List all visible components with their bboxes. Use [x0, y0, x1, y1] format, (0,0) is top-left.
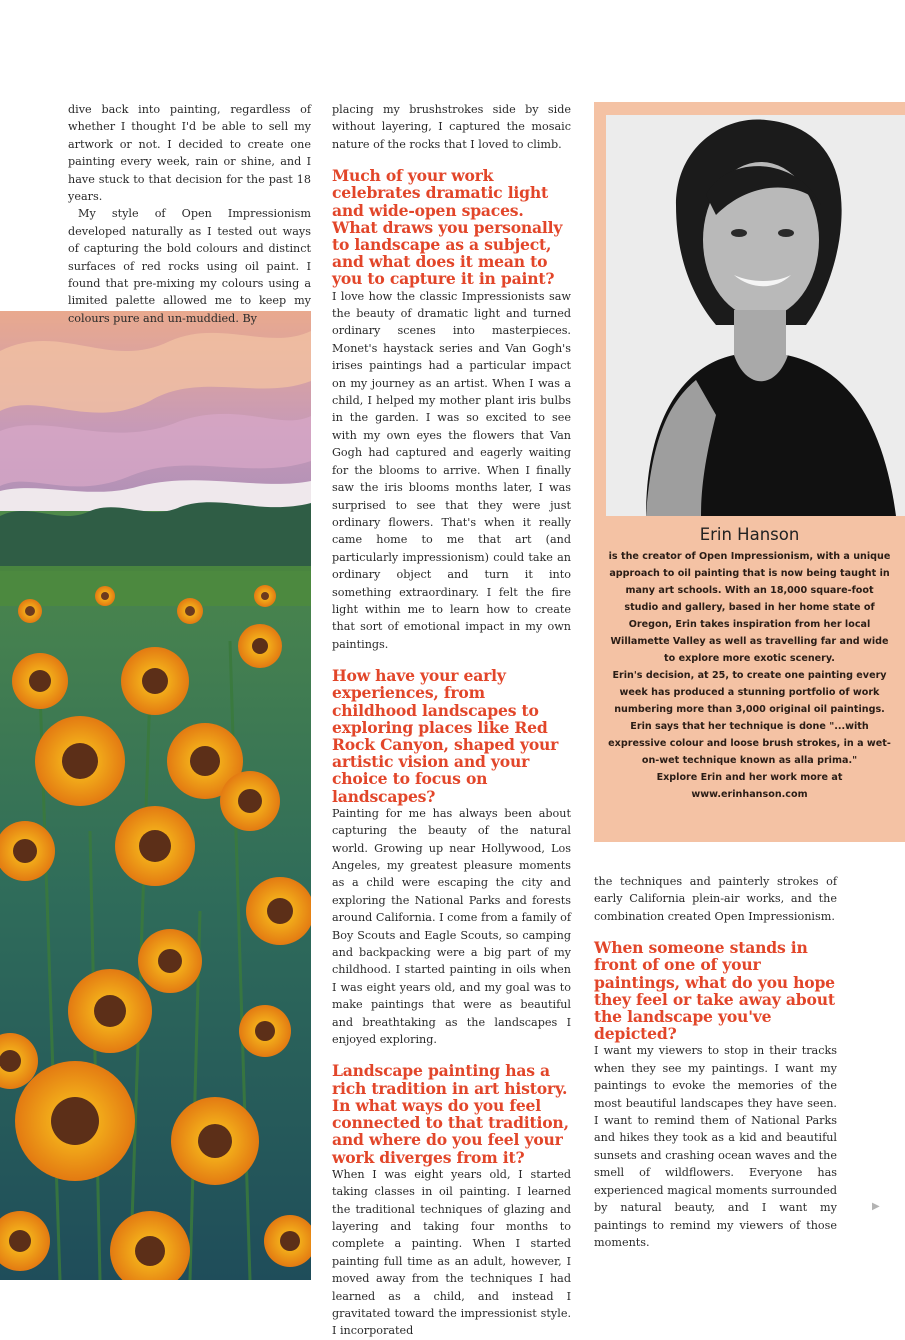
answer-paragraph: When I was eight years old, I started taking classes in oil painting. I learned the traditional techniques of glazing and layering and taking four months to complete a painting. When I started painting full time as an adult, however, I moved away from the techniques I had learned as a child, and instead I gravitated toward the impressionist style. I incorporated [332, 1167, 571, 1338]
paragraph: dive back into painting, regardless of whether I thought I'd be able to sell my artwork or not. I decided to create one painting every week, rain or shine, and I have stuck to that decision for the past 18 years. [68, 103, 311, 204]
bio-paragraph: Explore Erin and her work more at [656, 772, 843, 783]
column-3 [594, 873, 837, 1251]
artist-name: Erin Hanson [699, 525, 800, 544]
bio-text [608, 548, 891, 803]
bio-paragraph: is the creator of Open Impressionism, with a unique approach to oil painting that is now being taught in many art schools. With an 18,000 square-foot studio and gallery, based in her home state of Oregon, Erin takes inspiration from her local Willamette Valley as well as travelling far and wide to explore more exotic scenery. [608, 551, 891, 664]
question-heading: Much of your work celebrates dramatic light and wide-open spaces. What draws you personally to landscape as a subject, and what does it mean to you to capture it in paint? [332, 166, 563, 289]
question-heading: When someone stands in front of one of your paintings, what do you hope they feel or take away about the landscape you've depicted? [594, 938, 835, 1044]
question-heading: How have your early experiences, from childhood landscapes to exploring places like Red Rock Canyon, shaped your artistic vision and your choice to focus on landscapes? [332, 666, 559, 806]
answer-paragraph: I want my viewers to stop in their tracks when they see my paintings. I want my paintings to evoke the memories of the most beautiful landscapes they have seen. I want to remind them of National Parks and hikes they took as a kid and beautiful sunsets and crashing ocean waves and the smell of wildflowers. Everyone has experienced magical moments surrounded by natural beauty, and I want my paintings to remind my viewers of those moments. [594, 1044, 837, 1249]
paragraph: placing my brushstrokes side by side without layering, I captured the mosaic nature of the rocks that I loved to climb. [332, 103, 571, 151]
next-page-arrow-icon[interactable]: ▶ [872, 1201, 880, 1212]
column-1 [68, 101, 311, 327]
artist-bio-box [594, 102, 905, 842]
question-heading: Landscape painting has a rich tradition in art history. In what ways do you feel connected to that tradition, and where do you feel your work diverges from it? [332, 1061, 569, 1167]
artist-portrait [606, 115, 905, 516]
website-link[interactable]: www.erinhanson.com [691, 789, 808, 800]
bio-paragraph: Erin's decision, at 25, to create one painting every week has produced a stunning portfolio of work numbering more than 3,000 original oil paintings. Erin says that her technique is done "...with expressive colour and loose brush strokes, in a wet-on-wet technique known as alla prima." [608, 670, 891, 766]
paragraph: My style of Open Impressionism developed naturally as I tested out ways of capturing the bold colours and distinct surfaces of red rocks using oil paint. I found that pre-mixing my colours using a limited palette allowed me to keep my colours pure and un-muddied. By [68, 207, 311, 325]
column-2 [332, 101, 571, 1340]
answer-paragraph: Painting for me has always been about capturing the beauty of the natural world. Growing up near Hollywood, Los Angeles, my greatest pleasure moments as a child were escaping the city and exploring the National Parks and forests around California. I come from a family of Boy Scouts and Eagle Scouts, so camping and backpacking were a big part of my childhood. I started painting in oils when I was eight years old, and my goal was to make paintings that were as beautiful and breathtaking as the landscapes I enjoyed exploring. [332, 806, 571, 1047]
sunflower-painting [0, 311, 311, 1280]
paragraph: the techniques and painterly strokes of early California plein-air works, and the combination created Open Impressionism. [594, 875, 837, 923]
answer-paragraph: I love how the classic Impressionists saw the beauty of dramatic light and turned ordinary scenes into masterpieces. Monet's haystack series and Van Gogh's irises paintings had a particular impact on my journey as an artist. When I was a child, I helped my mother plant iris bulbs in the garden. I was so excited to see with my own eyes the flowers that Van Gogh had captured and eagerly waiting for the blooms to arrive. When I finally saw the iris blooms months later, I was surprised to see that they were just ordinary flowers. That's when it really came home to me that art (and particularly impressionism) could take an ordinary object and turn it into something extraordinary. I felt the fire light within me to learn how to create that sort of emotional impact in my own paintings. [332, 289, 571, 651]
